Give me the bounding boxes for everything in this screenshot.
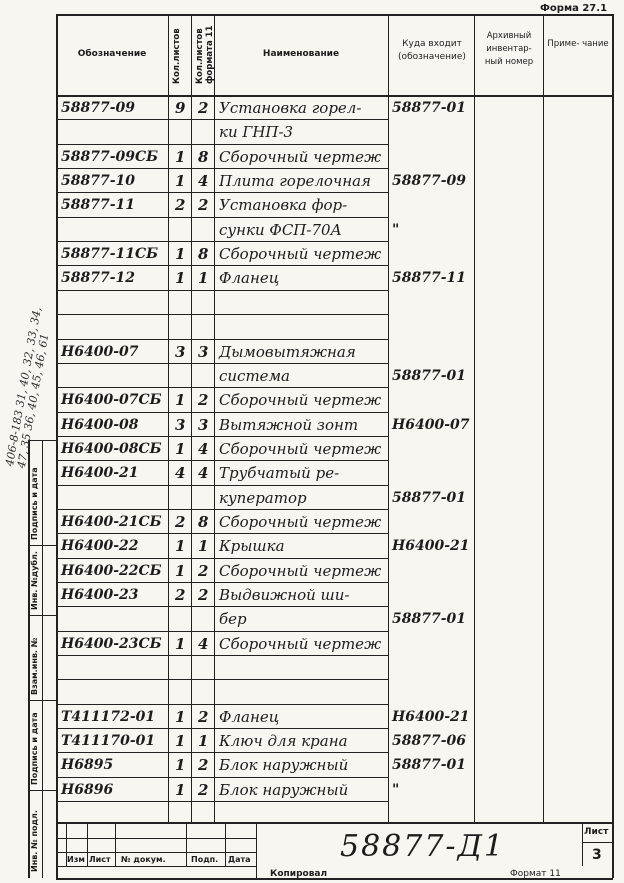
table-row-line — [56, 144, 388, 145]
row-designation: Н6400-22 — [61, 538, 139, 555]
row-goes-into: 58877-01 — [392, 367, 466, 384]
row-name: бер — [219, 610, 247, 629]
row-sheets: 1 — [175, 561, 186, 580]
header-archive: Архивный инвентар- ный номер — [484, 31, 534, 67]
row-name: Сборочный чертеж — [219, 391, 382, 410]
row-sheets: 1 — [175, 780, 186, 799]
row-name: Выдвижной ши- — [219, 586, 350, 604]
row-format: 4 — [198, 439, 209, 458]
row-name: Фланец — [219, 707, 280, 726]
row-goes-into: 58877-01 — [392, 489, 466, 506]
table-row-line — [56, 582, 388, 583]
row-name: Блок наружный — [219, 780, 349, 799]
row-designation: 58877-12 — [61, 270, 135, 287]
tb-label-izm: Изм — [67, 855, 85, 864]
table-row-line — [56, 412, 388, 413]
row-name: Установка фор- — [219, 196, 348, 215]
strip-line-2 — [28, 545, 56, 546]
header-note: Приме- чание — [547, 39, 609, 49]
row-name: Фланец — [219, 269, 280, 288]
row-goes-into: " — [392, 221, 400, 238]
row-goes-into: Н6400-21 — [392, 538, 470, 555]
table-row-line — [56, 217, 388, 218]
row-name: Сборочный чертеж — [219, 512, 382, 531]
row-designation: 58877-09СБ — [61, 148, 159, 165]
row-sheets: 1 — [175, 537, 186, 556]
tb-col-sheet — [582, 822, 583, 866]
col-line-6 — [543, 14, 544, 822]
row-format: 8 — [198, 245, 209, 264]
row-designation: 58877-10 — [61, 173, 135, 190]
side-label-signature-date-2: Подпись и дата — [30, 712, 39, 785]
row-name: ки ГНП-3 — [219, 123, 294, 142]
row-designation: Н6400-08 — [61, 416, 139, 433]
table-row-line — [56, 533, 388, 534]
strip-line-4 — [28, 700, 56, 701]
row-designation: Н6896 — [61, 781, 114, 798]
tb-col-4 — [225, 822, 226, 866]
strip-divider — [42, 440, 43, 878]
row-designation: Н6400-23 — [61, 587, 139, 603]
row-name: Ключ для крана — [219, 732, 348, 751]
row-goes-into: 58877-06 — [392, 733, 466, 750]
table-row-line — [56, 485, 388, 486]
table-row-line — [56, 168, 388, 169]
row-name: Вытяжной зонт — [219, 415, 359, 434]
row-format: 1 — [198, 732, 209, 751]
row-goes-into: 58877-01 — [392, 611, 466, 628]
strip-line-5 — [28, 790, 56, 791]
row-sheets: 1 — [175, 172, 186, 191]
row-designation: Н6400-21 — [61, 465, 139, 482]
row-goes-into: 58877-01 — [392, 100, 466, 116]
table-row-line — [56, 119, 388, 120]
footer-copied: Копировал — [270, 869, 328, 879]
row-sheets: 3 — [175, 415, 186, 434]
row-format: 4 — [198, 172, 209, 191]
tb-label-list: Лист — [89, 855, 111, 864]
row-name: Сборочный чертеж — [219, 245, 382, 264]
row-sheets: 2 — [175, 512, 186, 531]
sheet-label: Лист — [584, 827, 609, 837]
footer-format: Формат 11 — [510, 869, 561, 879]
row-format: 2 — [198, 586, 209, 604]
row-sheets: 1 — [175, 245, 186, 264]
row-goes-into: Н6400-07 — [392, 416, 470, 433]
row-format: 2 — [198, 780, 209, 799]
header-bottom-line — [56, 95, 613, 97]
table-row-line — [56, 679, 388, 680]
row-format: 2 — [198, 196, 209, 215]
form-label: Форма 27.1 — [540, 3, 608, 14]
row-sheets: 1 — [175, 391, 186, 410]
col-line-2 — [191, 14, 192, 822]
row-format: 4 — [198, 464, 209, 483]
row-designation: Т411170-01 — [61, 733, 156, 750]
tb-col-1 — [87, 822, 88, 866]
row-goes-into: Н6400-21 — [392, 708, 470, 725]
row-sheets: 1 — [175, 756, 186, 775]
sheet-box-divider — [582, 842, 612, 843]
row-name: куператор — [219, 488, 307, 507]
row-goes-into: 58877-09 — [392, 173, 466, 190]
row-designation: Н6400-07СБ — [61, 392, 162, 409]
title-block-top — [56, 822, 613, 824]
header-sheets: Кол.листов — [172, 28, 182, 84]
row-sheets: 9 — [175, 99, 186, 117]
row-sheets: 1 — [175, 707, 186, 726]
table-row-line — [56, 192, 388, 193]
table-row-line — [56, 460, 388, 461]
row-sheets: 1 — [175, 269, 186, 288]
table-row-line — [56, 631, 388, 632]
row-sheets: 2 — [175, 586, 186, 604]
row-name: система — [219, 366, 290, 385]
col-line-4 — [388, 14, 389, 822]
row-format: 8 — [198, 512, 209, 531]
title-block-row-1 — [56, 838, 256, 839]
row-name: Крышка — [219, 537, 285, 556]
table-row-line — [56, 387, 388, 388]
row-format: 3 — [198, 415, 209, 434]
row-format: 2 — [198, 99, 209, 117]
row-name: Плита горелочная — [219, 172, 371, 191]
tb-col-3 — [186, 822, 187, 866]
row-format: 2 — [198, 391, 209, 410]
row-format: 8 — [198, 147, 209, 166]
table-row-line — [56, 265, 388, 266]
tb-label-podp: Подп. — [191, 855, 219, 864]
row-goes-into: 58877-11 — [392, 270, 466, 287]
col-line-5 — [474, 14, 475, 822]
row-sheets: 4 — [175, 464, 186, 483]
row-designation: Н6400-22СБ — [61, 562, 162, 579]
col-line-3 — [214, 14, 215, 822]
table-row-line — [56, 752, 388, 753]
tb-col-2 — [115, 822, 116, 866]
row-name: Сборочный чертеж — [219, 147, 382, 166]
header-name: Наименование — [262, 49, 340, 59]
table-row-line — [56, 509, 388, 510]
row-name: Дымовытяжная — [219, 342, 356, 361]
col-line-1 — [168, 14, 169, 822]
tb-col-5 — [256, 822, 257, 878]
row-format: 4 — [198, 634, 209, 653]
row-name: Установка горел- — [219, 99, 362, 117]
title-block-row-2 — [56, 852, 256, 853]
header-goes-into: Куда входит (обозначение) — [398, 39, 466, 62]
row-name: Сборочный чертеж — [219, 439, 382, 458]
table-row-line — [56, 436, 388, 437]
table-row-line — [56, 363, 388, 364]
row-format: 1 — [198, 269, 209, 288]
row-designation: Н6400-23СБ — [61, 635, 162, 652]
row-format: 2 — [198, 707, 209, 726]
row-designation: Н6400-07 — [61, 343, 139, 360]
row-designation: Т411172-01 — [61, 708, 156, 725]
header-designation: Обозначение — [77, 49, 147, 59]
row-sheets: 1 — [175, 147, 186, 166]
frame-top — [56, 14, 613, 16]
table-row-line — [56, 704, 388, 705]
row-name: Сборочный чертеж — [219, 561, 382, 580]
row-designation: Н6400-08СБ — [61, 440, 162, 457]
row-sheets: 1 — [175, 634, 186, 653]
table-row-line — [56, 655, 388, 656]
margin-handwritten-note: 406-8-183 31, 40, 32, 33, 34, 47, 35 36, 40, 45, 46, 61 — [3, 305, 52, 470]
row-sheets: 1 — [175, 732, 186, 751]
row-name: Сборочный чертеж — [219, 634, 382, 653]
table-row-line — [56, 728, 388, 729]
row-designation: 58877-11 — [61, 197, 135, 214]
frame-right — [612, 14, 614, 878]
tb-label-data: Дата — [228, 855, 251, 864]
table-row-line — [56, 339, 388, 340]
row-designation: Н6400-21СБ — [61, 513, 162, 530]
table-row-line — [56, 290, 388, 291]
row-sheets: 1 — [175, 439, 186, 458]
row-format: 3 — [198, 342, 209, 361]
row-format: 2 — [198, 756, 209, 775]
table-row-line — [56, 777, 388, 778]
strip-line-3 — [28, 615, 56, 616]
row-sheets: 3 — [175, 342, 186, 361]
table-row-line — [56, 314, 388, 315]
table-row-line — [56, 241, 388, 242]
row-name: Трубчатый ре- — [219, 464, 340, 483]
side-label-inv-dubl: Инв. №дубл. — [30, 551, 39, 610]
header-format: Кол.листов формата 11 — [195, 25, 215, 84]
row-designation: 58877-11СБ — [61, 246, 159, 263]
row-format: 1 — [198, 537, 209, 556]
row-goes-into: 58877-01 — [392, 757, 466, 774]
side-label-replacement-inv: Взам.инв. № — [30, 637, 39, 695]
row-name: сунки ФСП-70А — [219, 220, 342, 239]
row-goes-into: " — [392, 781, 400, 798]
sheet-number: 3 — [592, 847, 602, 863]
row-designation: 58877-09 — [61, 100, 135, 116]
side-label-signature-date-1: Подпись и дата — [30, 467, 39, 540]
table-row-line — [56, 558, 388, 559]
row-name: Блок наружный — [219, 756, 349, 775]
table-row-line — [56, 606, 388, 607]
tb-label-dokum: № докум. — [121, 855, 166, 864]
title-block-row-3 — [56, 866, 256, 867]
row-format: 2 — [198, 561, 209, 580]
document-number: 58877-Д1 — [340, 829, 506, 864]
row-sheets: 2 — [175, 196, 186, 215]
row-designation: Н6895 — [61, 757, 114, 774]
side-label-inv-original: Инв. № подл. — [30, 810, 39, 872]
table-row-line — [56, 801, 388, 802]
